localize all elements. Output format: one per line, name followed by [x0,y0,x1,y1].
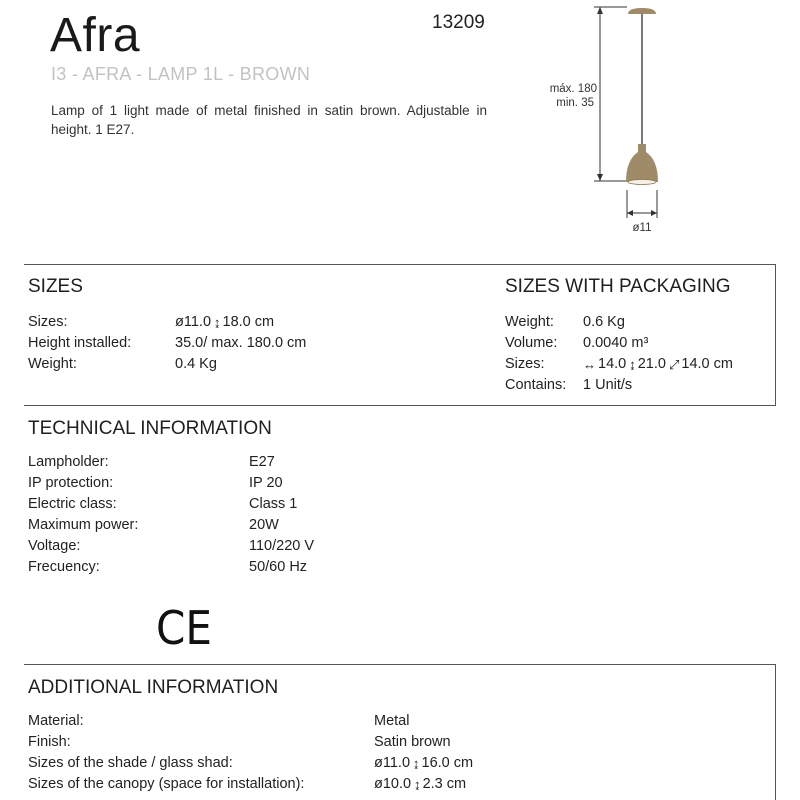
lampholder-value: E27 [249,454,275,470]
shade-diameter-value: ø11.0 [374,755,411,771]
height-arrow-icon: ↨ [629,357,636,372]
product-description: Lamp of 1 light made of metal finished in satin brown. Adjustable in height. 1 E27. [51,103,487,137]
product-name: Afra [50,9,141,62]
electric-class-row [28,494,314,515]
packaging-height-value: 21.0 [637,356,666,372]
canopy-diameter-value: ø10.0 [374,776,412,792]
packaging-contains-label: Contains: [505,377,567,393]
technical-list [28,452,314,578]
finish-label: Finish: [28,734,71,750]
sizes-label: Sizes: [28,314,68,330]
voltage-value: 110/220 V [249,538,315,554]
maximum-power-label: Maximum power: [28,517,139,533]
product-subtitle: I3 - AFRA - LAMP 1L - BROWN [51,64,311,84]
sizes-list [28,312,306,375]
electric-class-value: Class 1 [249,496,298,512]
canopy-height-value: 2.3 cm [422,776,467,792]
ce-mark-icon [156,601,214,655]
diameter-label: ø11 [632,222,652,234]
packaging-volume-value: 0.0040 m³ [583,335,649,351]
shade-icon [626,144,658,182]
weight-label: Weight: [28,356,77,372]
lamp-dimension-diagram [549,0,680,240]
packaging-volume-label: Volume: [505,335,558,351]
maximum-power-row [28,515,314,536]
width-arrow-icon: ↔ [583,357,596,372]
packaging-list [505,312,733,396]
packaging-weight-row [505,312,733,333]
divider [24,405,776,406]
canopy-sizes-row [28,774,473,795]
divider [775,664,776,800]
frequency-row [28,557,314,578]
divider [24,664,776,665]
height-installed-label: Height installed: [28,335,132,351]
lampholder-row [28,452,314,473]
material-label: Material: [28,713,84,729]
height-arrow-icon: ↨ [413,756,420,771]
divider [775,264,776,406]
material-row [28,711,473,732]
height-dimension-line [594,7,627,181]
height-arrow-icon: ↨ [414,777,421,792]
canopy-sizes-label: Sizes of the canopy (space for installation): [28,776,305,792]
canopy-icon [628,8,656,14]
packaging-volume-row [505,333,733,354]
sizes-heading: SIZES [28,276,83,297]
maximum-power-value: 20W [249,517,279,533]
height-installed-row [28,333,306,354]
finish-row [28,732,473,753]
packaging-weight-label: Weight: [505,314,554,330]
weight-value: 0.4 Kg [175,356,217,372]
ce-mark-text: CE [156,601,212,655]
ip-protection-value: IP 20 [249,475,283,491]
height-arrow-icon: ↨ [214,315,221,330]
sizes-row [28,312,306,333]
diameter-value: ø11.0 [175,314,212,330]
frequency-value: 50/60 Hz [249,559,308,575]
height-min-label: min. 35 [556,97,594,109]
weight-row [28,354,306,375]
height-max-label: máx. 180 [549,83,597,95]
shade-height-value: 16.0 cm [421,755,474,771]
technical-heading: TECHNICAL INFORMATION [28,418,272,439]
voltage-label: Voltage: [28,538,81,554]
divider [24,264,776,265]
ip-protection-label: IP protection: [28,475,114,491]
height-value: 18.0 cm [222,314,275,330]
finish-value: Satin brown [374,734,451,750]
packaging-contains-row [505,375,733,396]
packaging-sizes-row [505,354,733,375]
diameter-dimension-line [627,190,657,218]
lampholder-label: Lampholder: [28,454,109,470]
height-installed-value: 35.0/ max. 180.0 cm [175,335,307,351]
packaging-contains-value: 1 Unit/s [583,377,633,393]
packaging-weight-value: 0.6 Kg [583,314,625,330]
bulb-icon [628,180,656,185]
packaging-sizes-label: Sizes: [505,356,545,372]
shade-sizes-row [28,753,473,774]
packaging-depth-value: 14.0 cm [681,356,733,372]
voltage-row [28,536,314,557]
depth-arrow-icon: ⤢ [668,357,680,372]
material-value: Metal [374,713,410,729]
shade-sizes-label: Sizes of the shade / glass shad: [28,755,233,771]
packaging-heading: SIZES WITH PACKAGING [505,276,731,297]
additional-list [28,711,473,795]
frequency-label: Frecuency: [28,559,100,575]
ip-protection-row [28,473,314,494]
additional-heading: ADDITIONAL INFORMATION [28,677,279,698]
product-reference: 13209 [432,12,485,33]
electric-class-label: Electric class: [28,496,117,512]
packaging-width-value: 14.0 [598,356,627,372]
